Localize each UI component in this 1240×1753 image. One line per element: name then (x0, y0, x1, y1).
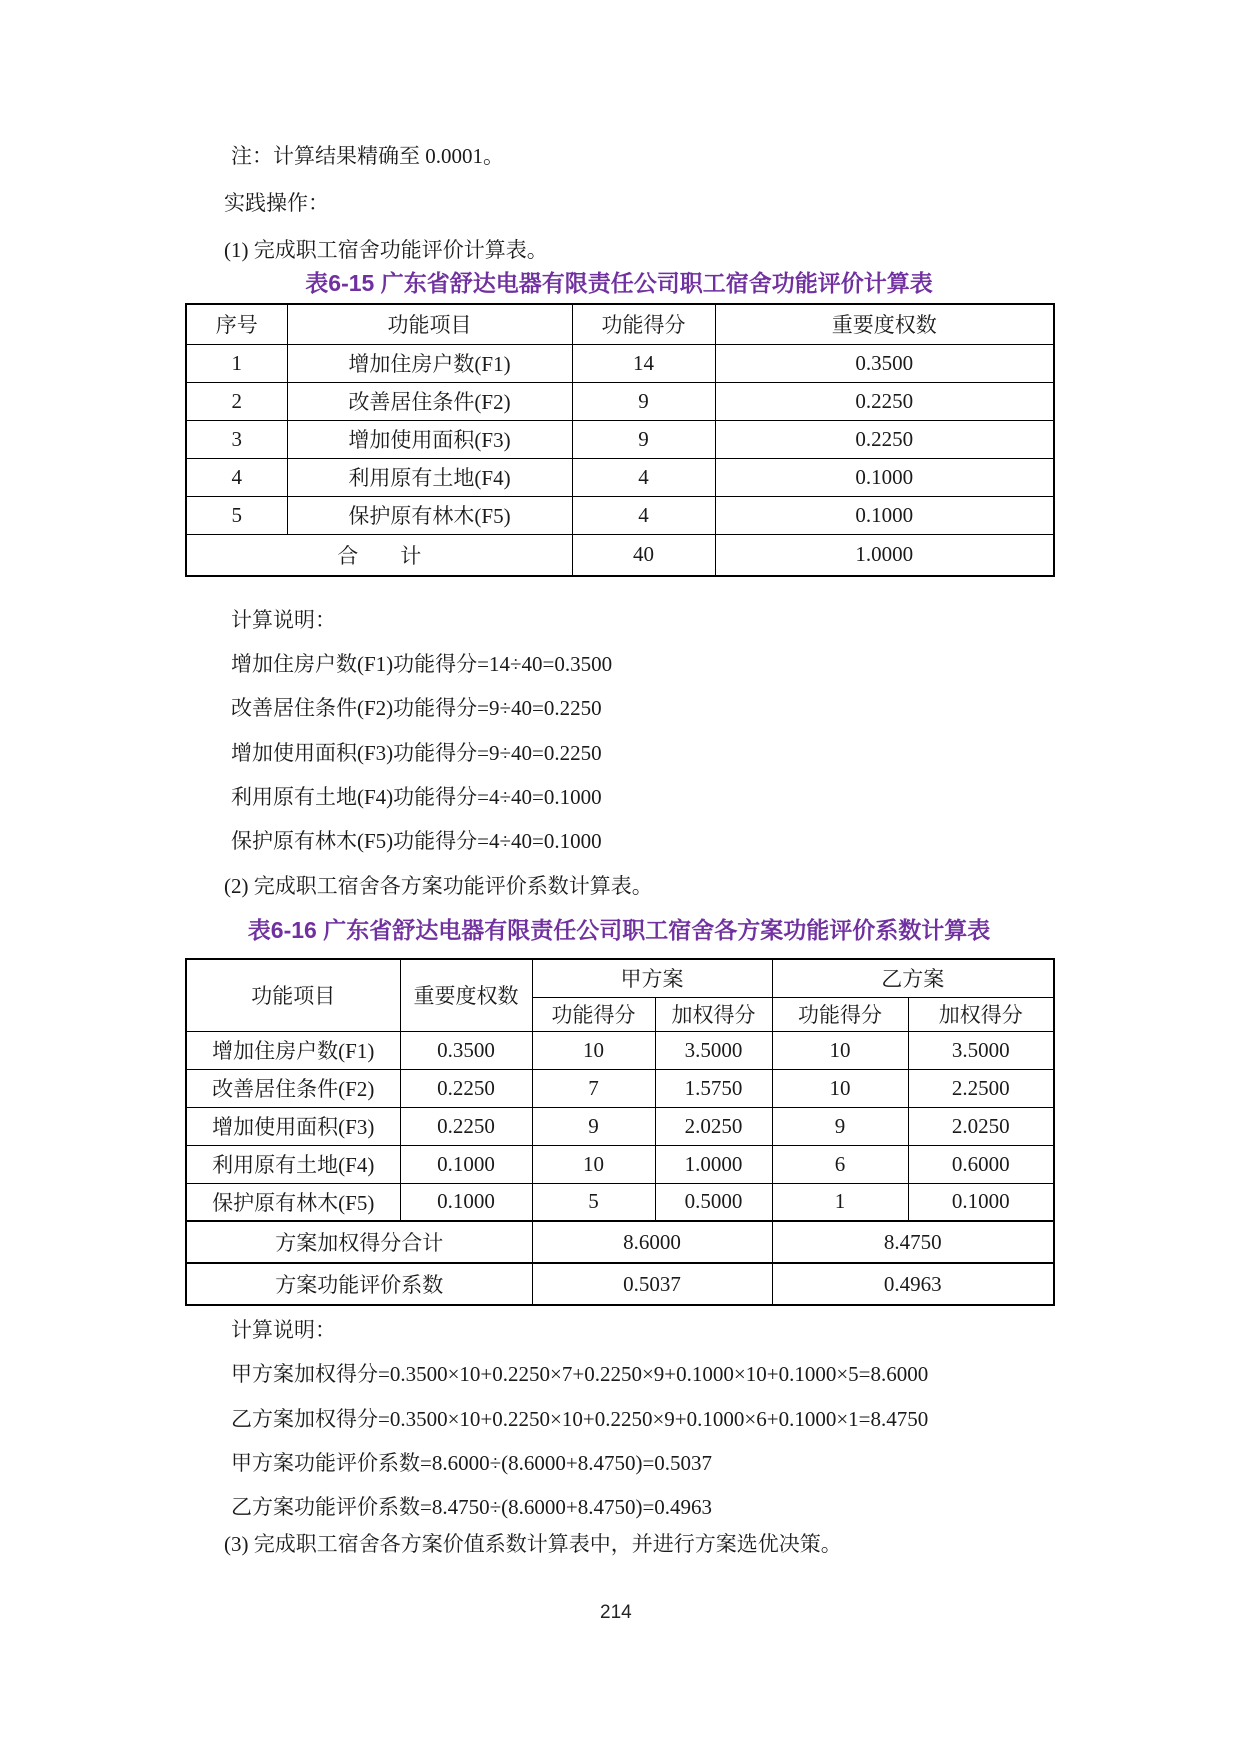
cell-weight: 0.3500 (715, 344, 1054, 382)
table-row (186, 1107, 1054, 1145)
table-row (186, 458, 1054, 496)
note-line: 注：计算结果精确至 0.0001。 (231, 144, 504, 168)
calc1-line: 增加使用面积(F3)功能得分=9÷40=0.2250 (231, 741, 602, 765)
cell-item: 增加住房户数(F1) (186, 1031, 400, 1069)
table1-title: 表6-15 广东省舒达电器有限责任公司职工宿舍功能评价计算表 (305, 270, 933, 296)
table-row (186, 420, 1054, 458)
table2-header-plan-b: 乙方案 (772, 959, 1054, 997)
cell-weight: 0.2250 (715, 382, 1054, 420)
cell-b-score: 6 (772, 1145, 908, 1183)
table2-header-row-1 (186, 959, 1054, 997)
total-label: 合 计 (186, 534, 572, 576)
cell-a-score: 7 (532, 1069, 655, 1107)
cell-a-score: 10 (532, 1145, 655, 1183)
cell-item: 增加使用面积(F3) (287, 420, 572, 458)
cell-score: 4 (572, 496, 715, 534)
cell-b-score: 10 (772, 1031, 908, 1069)
table1-header-item: 功能项目 (287, 304, 572, 344)
calc2-heading: 计算说明： (231, 1318, 336, 1342)
calc2-line: 甲方案加权得分=0.3500×10+0.2250×7+0.2250×9+0.1000×10+0.1000×5=8.6000 (231, 1362, 929, 1386)
calc2-line: 乙方案加权得分=0.3500×10+0.2250×10+0.2250×9+0.1000×6+0.1000×1=8.4750 (231, 1407, 929, 1431)
step1-line: (1) 完成职工宿舍功能评价计算表。 (224, 238, 548, 262)
table-row (186, 496, 1054, 534)
cell-score: 9 (572, 420, 715, 458)
cell-score: 9 (572, 382, 715, 420)
calc1-heading: 计算说明： (231, 608, 336, 632)
total-b: 8.4750 (772, 1221, 1054, 1263)
cell-item: 改善居住条件(F2) (287, 382, 572, 420)
cell-item: 增加使用面积(F3) (186, 1107, 400, 1145)
cell-a-score: 10 (532, 1031, 655, 1069)
table-row (186, 382, 1054, 420)
step3-line: (3) 完成职工宿舍各方案价值系数计算表中，并进行方案选优决策。 (224, 1532, 842, 1556)
cell-weight: 0.1000 (400, 1145, 532, 1183)
table-row (186, 1183, 1054, 1221)
table2-subheader-score-b: 功能得分 (772, 997, 908, 1031)
cell-b-score: 1 (772, 1183, 908, 1221)
cell-b-weighted: 0.1000 (908, 1183, 1054, 1221)
table2-subheader-score-a: 功能得分 (532, 997, 655, 1031)
step2-line: (2) 完成职工宿舍各方案功能评价系数计算表。 (224, 874, 653, 898)
cell-seq: 5 (186, 496, 287, 534)
cell-item: 利用原有土地(F4) (186, 1145, 400, 1183)
coef-b: 0.4963 (772, 1263, 1054, 1305)
table2-header-item: 功能项目 (186, 959, 400, 1031)
table1-header-score: 功能得分 (572, 304, 715, 344)
cell-weight: 0.1000 (715, 496, 1054, 534)
cell-weight: 0.2250 (715, 420, 1054, 458)
cell-a-score: 9 (532, 1107, 655, 1145)
total-score: 40 (572, 534, 715, 576)
cell-item: 保护原有林木(F5) (186, 1183, 400, 1221)
table1-header-seq: 序号 (186, 304, 287, 344)
coef-label: 方案功能评价系数 (186, 1263, 532, 1305)
cell-a-weighted: 1.0000 (655, 1145, 772, 1183)
total-weight: 1.0000 (715, 534, 1054, 576)
cell-b-score: 10 (772, 1069, 908, 1107)
plan-evaluation-table (185, 958, 1055, 1306)
cell-item: 增加住房户数(F1) (287, 344, 572, 382)
table1-header-row (186, 304, 1054, 344)
cell-a-weighted: 3.5000 (655, 1031, 772, 1069)
cell-seq: 4 (186, 458, 287, 496)
calc2-line: 甲方案功能评价系数=8.6000÷(8.6000+8.4750)=0.5037 (231, 1451, 713, 1475)
table2-header-plan-a: 甲方案 (532, 959, 772, 997)
cell-item: 利用原有土地(F4) (287, 458, 572, 496)
total-label: 方案加权得分合计 (186, 1221, 532, 1263)
table2-subheader-weighted-b: 加权得分 (908, 997, 1054, 1031)
cell-item: 改善居住条件(F2) (186, 1069, 400, 1107)
table2-subheader-weighted-a: 加权得分 (655, 997, 772, 1031)
table2-coefficient-row (186, 1263, 1054, 1305)
total-a: 8.6000 (532, 1221, 772, 1263)
calc1-line: 改善居住条件(F2)功能得分=9÷40=0.2250 (231, 696, 602, 720)
table1-total-row (186, 534, 1054, 576)
cell-weight: 0.2250 (400, 1107, 532, 1145)
cell-item: 保护原有林木(F5) (287, 496, 572, 534)
cell-a-weighted: 2.0250 (655, 1107, 772, 1145)
table2-title: 表6-16 广东省舒达电器有限责任公司职工宿舍各方案功能评价系数计算表 (247, 917, 991, 943)
cell-weight: 0.1000 (400, 1183, 532, 1221)
cell-weight: 0.1000 (715, 458, 1054, 496)
cell-b-score: 9 (772, 1107, 908, 1145)
cell-b-weighted: 0.6000 (908, 1145, 1054, 1183)
coef-a: 0.5037 (532, 1263, 772, 1305)
cell-seq: 2 (186, 382, 287, 420)
cell-weight: 0.3500 (400, 1031, 532, 1069)
page-number: 214 (600, 1602, 632, 1623)
table2-total-row (186, 1221, 1054, 1263)
cell-seq: 3 (186, 420, 287, 458)
cell-a-weighted: 0.5000 (655, 1183, 772, 1221)
practice-label: 实践操作： (224, 191, 329, 215)
cell-a-score: 5 (532, 1183, 655, 1221)
cell-b-weighted: 2.2500 (908, 1069, 1054, 1107)
table2-header-weight: 重要度权数 (400, 959, 532, 1031)
cell-weight: 0.2250 (400, 1069, 532, 1107)
table-row (186, 1031, 1054, 1069)
calc1-line: 利用原有土地(F4)功能得分=4÷40=0.1000 (231, 785, 602, 809)
cell-b-weighted: 3.5000 (908, 1031, 1054, 1069)
table1-header-weight: 重要度权数 (715, 304, 1054, 344)
cell-score: 4 (572, 458, 715, 496)
cell-b-weighted: 2.0250 (908, 1107, 1054, 1145)
table-row (186, 344, 1054, 382)
calc1-line: 增加住房户数(F1)功能得分=14÷40=0.3500 (231, 652, 613, 676)
table-row (186, 1145, 1054, 1183)
calc2-line: 乙方案功能评价系数=8.4750÷(8.6000+8.4750)=0.4963 (231, 1495, 713, 1519)
cell-seq: 1 (186, 344, 287, 382)
function-evaluation-table (185, 303, 1055, 577)
table-row (186, 1069, 1054, 1107)
cell-a-weighted: 1.5750 (655, 1069, 772, 1107)
cell-score: 14 (572, 344, 715, 382)
calc1-line: 保护原有林木(F5)功能得分=4÷40=0.1000 (231, 829, 602, 853)
